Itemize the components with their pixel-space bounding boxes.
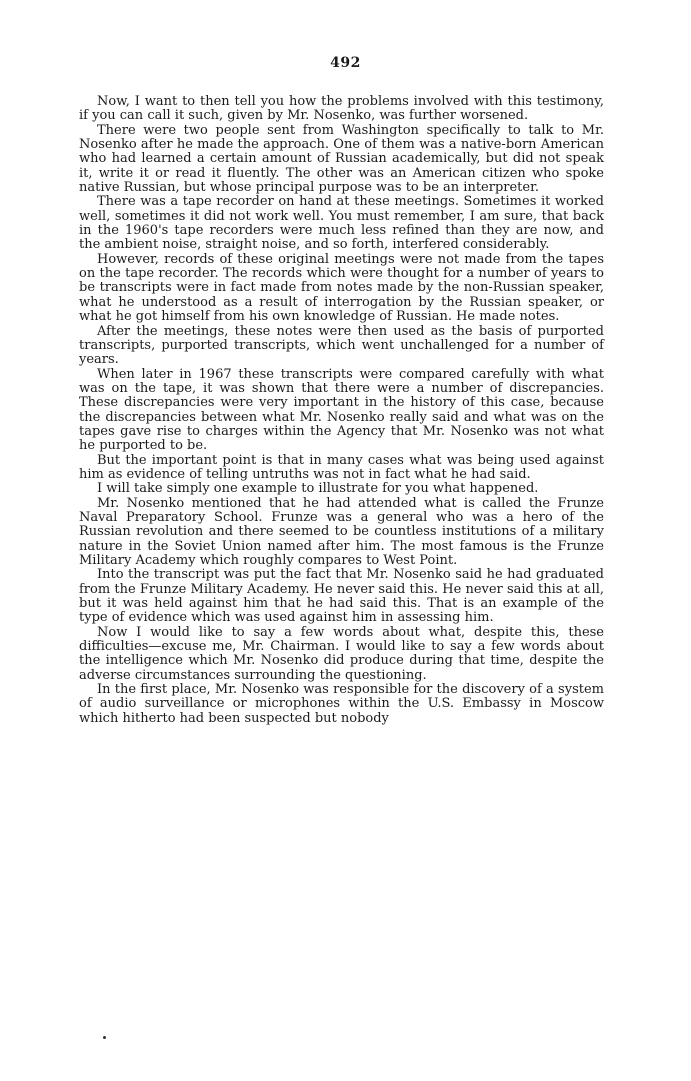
body-text (79, 95, 604, 726)
scan-dot-mark (103, 1036, 106, 1039)
page-number: 492 (330, 55, 361, 71)
paragraph: I will take simply one example to illustrate for you what happened. (97, 481, 539, 497)
paragraph: There were two people sent from Washington specifically to talk to Mr. Nosenko after he made the approach. One of them was a native-born American who had learned a certain amount of Russian academically, but did not speak it, write it or read it fluently. The other was an American citizen who spoke native Russian, but whose principal purpose was to be an interpreter. (79, 122, 604, 196)
paragraph: Now, I want to then tell you how the problems involved with this testimony, if you can call it such, given by Mr. Nosenko, was further worsened. (79, 94, 604, 124)
paragraph: Mr. Nosenko mentioned that he had attended what is called the Frunze Naval Preparatory School. Frunze was a general who was a hero of the Russian revolution and there seemed to be countless institutions of a military nature in the Soviet Union named after him. The most famous is the Frunze Military Academy which roughly compares to West Point. (79, 495, 604, 568)
paragraph: In the first place, Mr. Nosenko was responsible for the discovery of a system of audio surveillance or microphones within the U.S. Embassy in Moscow which hitherto had been suspected but nobody (79, 682, 604, 726)
paragraph: When later in 1967 these transcripts were compared carefully with what was on the tape, it was shown that there were a number of discrepancies. These discrepancies were very important in the history of this case, because the discrepancies between what Mr. Nosenko really said and what was on the tapes gave rise to charges within the Agency that Mr. Nosenko was not what he purported to be. (79, 366, 604, 454)
paragraph: There was a tape recorder on hand at these meetings. Sometimes it worked well, sometimes it did not work well. You must remember, I am sure, that back in the 1960's tape recorders were much less refined than they are now, and the ambient noise, straight noise, and so forth, interfered considerably. (79, 194, 604, 253)
paragraph: Now I would like to say a few words about what, despite this, these difficulties—excuse me, Mr. Chairman. I would like to say a few words about the intelligence which Mr. Nosenko did produce during that time, despite the adverse circumstances surrounding the questioning. (79, 624, 604, 683)
paragraph: Into the transcript was put the fact that Mr. Nosenko said he had graduated from the Frunze Military Academy. He never said this. He never said this at all, but it was held against him that he had said this. That is an example of the type of evidence which was used against him in assessing him. (79, 567, 604, 626)
paragraph: But the important point is that in many cases what was being used against him as evidence of telling untruths was not in fact what he had said. (79, 452, 604, 482)
paragraph: After the meetings, these notes were then used as the basis of purported transcripts, purported transcripts, which went unchallenged for a number of years. (79, 323, 604, 368)
paragraph: However, records of these original meetings were not made from the tapes on the tape recorder. The records which were thought for a number of years to be transcripts were in fact made from notes made by the non-Russian speaker, what he understood as a result of interrogation by the Russian speaker, or what he got himself from his own knowledge of Russian. He made notes. (79, 251, 604, 325)
